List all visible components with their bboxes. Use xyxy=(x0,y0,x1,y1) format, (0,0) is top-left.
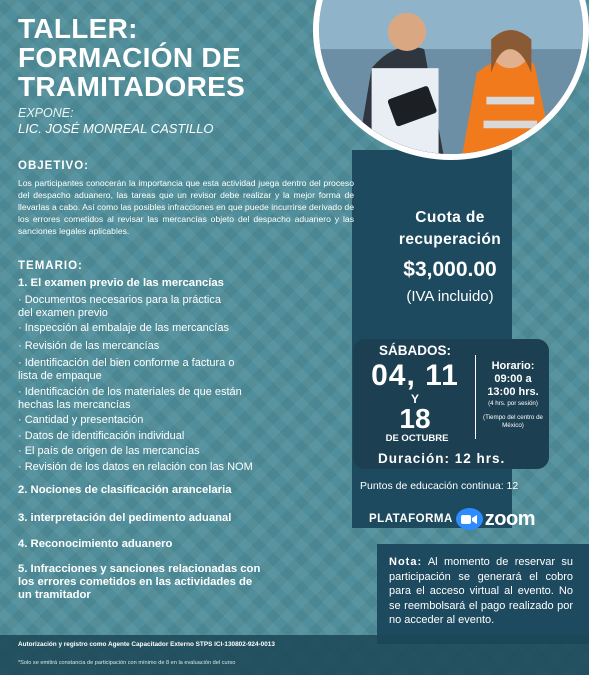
price: $3,000.00 xyxy=(403,258,497,281)
nota-label: Nota: xyxy=(389,556,423,568)
horario-timezone: (Tiempo del centro de México) xyxy=(483,414,543,429)
nota-block xyxy=(389,555,573,628)
horario-label: Horario: xyxy=(491,360,535,372)
temario-subitem: · Inspección al embalaje de las mercancías xyxy=(18,322,229,334)
temario-item-5: 5. Infracciones y sanciones relacionadas con los errores cometidos en las actividades de un tramitador xyxy=(18,563,261,601)
temario-subitem: · Cantidad y presentación xyxy=(18,414,144,426)
page-title xyxy=(18,14,245,101)
zoom-camera-icon xyxy=(456,508,483,530)
temario-subitem: · El país de origen de las mercancías xyxy=(18,445,200,457)
dates-18: 18 xyxy=(399,403,431,434)
temario-subitem: · Datos de identificación individual xyxy=(18,429,185,442)
horas-sesion: (4 hrs. por sesión) xyxy=(488,400,538,407)
objetivo-text: Los participantes conocerán la importancia que esta actividad juega dentro del proceso del despacho aduanero, las tareas que un revisor debe realizar y la mejor forma de llevarlas a cabo. Así como las posibles infracciones en que puede incurrirse derivado de los errores cometidos al revisar las mercancías objeto del despacho aduanero y las sanciones legales aplicables. xyxy=(18,178,354,236)
title-line-3: TRAMITADORES xyxy=(18,71,246,102)
nota-text: Al momento de reservar su participación se generará el cobro para el acceso virtual al evento. No se reembolsará el pago realizado por no acceder al evento. xyxy=(389,556,573,626)
dates-y: Y xyxy=(410,392,419,406)
puntos-educacion: Puntos de educación continua: 12 xyxy=(360,480,519,492)
title-line-2: FORMACIÓN DE xyxy=(18,42,241,73)
dates-days: 04, 11 xyxy=(371,359,459,392)
objetivo-heading: OBJETIVO: xyxy=(18,160,89,172)
footer-authorization: Autorización y registro como Agente Capacitador Externo STPS ICI-130802-924-0013 xyxy=(18,641,275,648)
footer-disclaimer: *Solo se emitirá constancia de participación con mínimo de 8 en la evaluación del curso xyxy=(18,660,236,666)
cuota-line-2: recuperación xyxy=(398,231,502,248)
cuota-line-1: Cuota de xyxy=(415,209,485,226)
dates-divider xyxy=(475,355,476,439)
sabados-label: SÁBADOS: xyxy=(378,343,451,358)
horario-end: 13:00 hrs. xyxy=(487,386,539,398)
workers-illustration xyxy=(319,0,583,154)
duracion: Duración: 12 hrs. xyxy=(378,451,506,466)
temario-subitem: · Identificación del bien conforme a factura o lista de empaque xyxy=(18,357,235,382)
expone-label: EXPONE: xyxy=(18,106,74,120)
dates-month: DE OCTUBRE xyxy=(385,433,449,444)
cuota-block xyxy=(352,207,548,305)
temario-list xyxy=(18,276,338,602)
temario-subitem: · Documentos necesarios para la práctica del examen previo xyxy=(18,294,221,319)
temario-subitem: · Identificación de los materiales de que están hechas las mercancías xyxy=(18,386,242,411)
temario-subitem: · Revisión de las mercancías xyxy=(18,339,160,352)
iva-note: (IVA incluido) xyxy=(406,288,494,305)
temario-item-3: 3. interpretación del pedimento aduanal xyxy=(18,512,232,524)
temario-item-4: 4. Reconocimiento aduanero xyxy=(18,538,173,550)
zoom-logo: zoom xyxy=(484,507,536,530)
temario-heading: TEMARIO: xyxy=(18,260,83,272)
title-line-1: TALLER: xyxy=(18,13,138,44)
temario-item-2: 2. Nociones de clasificación arancelaria xyxy=(18,484,232,496)
plataforma-label: PLATAFORMA xyxy=(369,513,453,525)
hero-photo xyxy=(313,0,589,160)
speaker-name: LIC. JOSÉ MONREAL CASTILLO xyxy=(18,121,214,136)
camera-icon xyxy=(461,514,477,525)
horario-block xyxy=(477,360,549,430)
temario-subitem: · Revisión de los datos en relación con las NOM xyxy=(18,460,253,473)
plataforma-row xyxy=(369,507,535,531)
temario-item-1: 1. El examen previo de las mercancías xyxy=(18,277,224,289)
horario-start: 09:00 a xyxy=(494,373,532,385)
